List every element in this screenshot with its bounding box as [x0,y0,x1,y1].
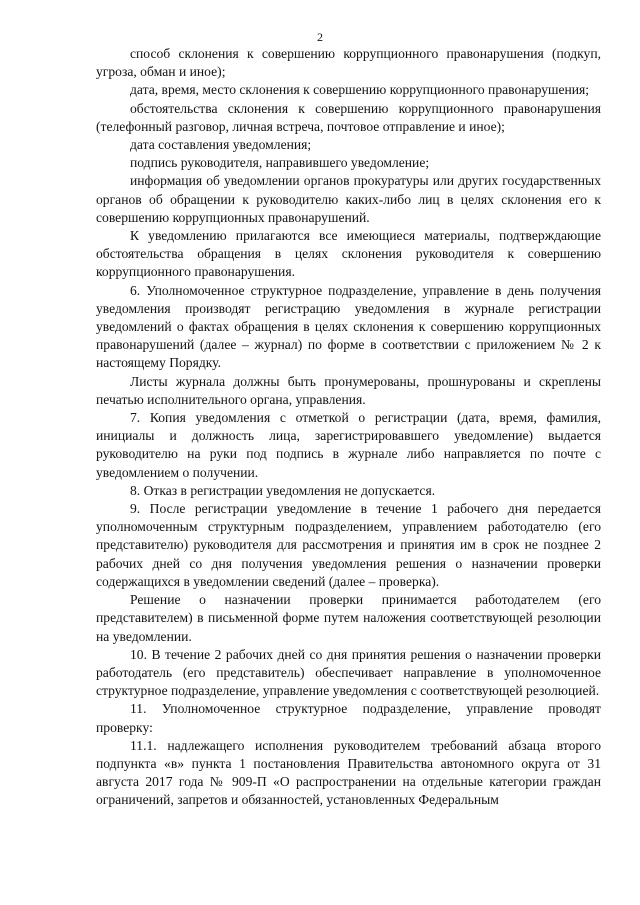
paragraph: К уведомлению прилагаются все имеющиеся материалы, подтверждающие обстоятельства обращения в целях склонения руководителя к совершению коррупционного правонарушения. [96,228,601,280]
paragraph: 8. Отказ в регистрации уведомления не допускается. [130,482,436,498]
paragraph: дата составления уведомления; [130,137,312,153]
paragraph: Листы журнала должны быть пронумерованы, прошнурованы и скреплены печатью исполнительного органа, управления. [96,373,601,407]
paragraph: 9. После регистрации уведомление в течение 1 рабочего дня передается уполномоченным структурным подразделением, управлением работодателю (его представителю) руководителя для рассмотрения и принятия им в срок не позднее 2 рабочих дней со дня получения уведомления решения о назначении проверки содержащихся в уведомлении сведений (далее – проверка). [96,501,601,589]
paragraph: 11. Уполномоченное структурное подразделение, управление проводят проверку: [96,701,601,735]
page-number: 2 [317,30,323,44]
document-body [96,45,601,810]
paragraph: способ склонения к совершению коррупционного правонарушения (подкуп, угроза, обман и иное); [96,46,601,80]
paragraph: информация об уведомлении органов прокуратуры или других государственных органов об обращении к руководителю каких-либо лиц в целях склонения его к совершению коррупционных правонарушений. [96,173,601,225]
paragraph: 11.1. надлежащего исполнения руководителем требований абзаца второго подпункта «в» пункта 1 постановления Правительства автономного округа от 31 августа 2017 года № 909-П «О распространении на отдельные категории граждан ограничений, запретов и обязанностей, установленных Федеральным [96,737,601,808]
paragraph: 10. В течение 2 рабочих дней со дня принятия решения о назначении проверки работодатель (его представитель) обеспечивает направление в уполномоченное структурное подразделение, управление уведомления с соответствующей резолюцией. [96,646,601,699]
paragraph: Решение о назначении проверки принимается работодателем (его представителем) в письменной форме путем наложения соответствующей резолюции на уведомлении. [96,592,601,644]
paragraph: 7. Копия уведомления с отметкой о регистрации (дата, время, фамилия, инициалы и должность лица, зарегистрировавшего уведомление) выдается руководителю на руки под подпись в журнале либо направляется по почте с уведомлением о получении. [96,410,601,480]
paragraph: 6. Уполномоченное структурное подразделение, управление в день получения уведомления производят регистрацию уведомления в журнале регистрации уведомлений о фактах обращения в целях склонения к совершению коррупционных правонарушений (далее – журнал) по форме в соответствии с приложением № 2 к настоящему Порядку. [96,282,601,371]
paragraph: дата, время, место склонения к совершению коррупционного правонарушения; [130,82,590,98]
paragraph: подпись руководителя, направившего уведомление; [130,155,430,171]
paragraph: обстоятельства склонения к совершению коррупционного правонарушения (телефонный разговор, личная встреча, почтовое отправление и иное); [96,100,601,134]
